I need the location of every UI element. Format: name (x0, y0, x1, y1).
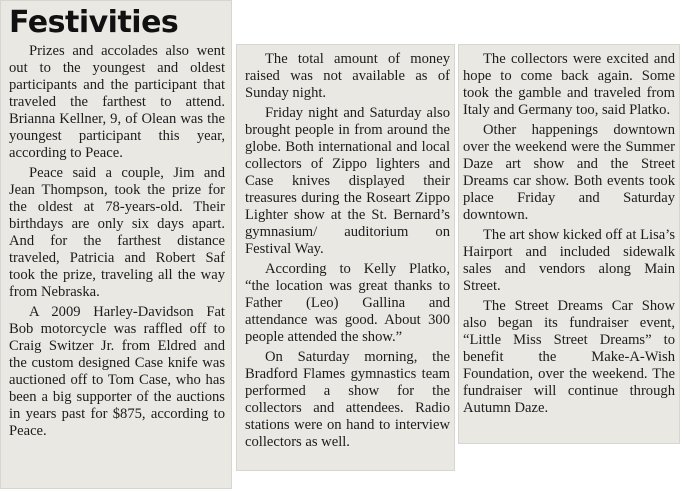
paragraph: According to Kelly Platko, “the location was great thanks to Father (Leo) Gallina and attendance was good. About 300 people attended the show.” (245, 261, 450, 345)
paragraph: The art show kicked off at Lisa’s Hairport and included sidewalk sales and vendors along Main Street. (463, 227, 675, 294)
paragraph: The total amount of money raised was not available as of Sunday night. (245, 51, 450, 101)
paragraph: A 2009 Harley-Davidson Fat Bob motorcycle was raffled off to Craig Switzer Jr. from Eldred and the custom designed Case knife was auctioned off to Tom Case, who has been a big supporter of the auctions in years past for $875, according to Peace. (9, 304, 225, 439)
paragraph: Prizes and accolades also went out to the youngest and oldest participants and the participant that traveled the farthest to attend. Brianna Kellner, 9, of Olean was the youngest participant this year, according to Peace. (9, 43, 225, 161)
paragraph: Friday night and Saturday also brought people in from around the globe. Both international and local collectors of Zippo lighters and Case knives displayed their treasures during the Roseart Zippo Lighter show at the St. Bernard’s gymnasium/ auditorium on Festival Way. (245, 105, 450, 257)
clipping-right (458, 44, 680, 444)
article-column-right (463, 51, 675, 420)
clipping-middle (236, 44, 455, 471)
article-column-middle (245, 51, 450, 454)
paragraph: Other happenings downtown over the weekend were the Summer Daze art show and the Street Dreams car show. Both events took place Friday and Saturday downtown. (463, 122, 675, 223)
paragraph: On Saturday morning, the Bradford Flames gymnastics team performed a show for the collectors and attendees. Radio stations were on hand to interview collectors as well. (245, 349, 450, 450)
paragraph: Peace said a couple, Jim and Jean Thompson, took the prize for the oldest at 78-years-old. Their birthdays are only six days apart. And for the farthest distance traveled, Patricia and Robert Saf took the prize, traveling all the way from Nebraska. (9, 165, 225, 300)
headline: Festivities (9, 5, 179, 40)
paragraph: The collectors were excited and hope to come back again. Some took the gamble and traveled from Italy and Germany too, said Platko. (463, 51, 675, 118)
clipping-left (0, 0, 232, 489)
paragraph: The Street Dreams Car Show also began its fundraiser event, “Little Miss Street Dreams” to benefit the Make-A-Wish Foundation, over the weekend. The fundraiser will continue through Autumn Daze. (463, 298, 675, 416)
article-column-left (9, 43, 225, 443)
